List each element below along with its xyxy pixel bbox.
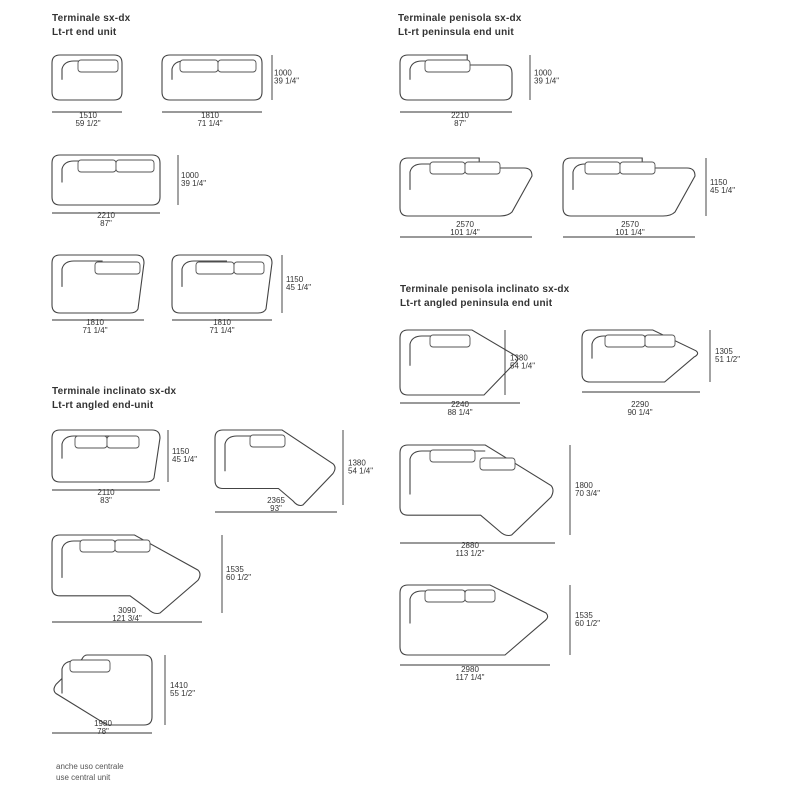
depth-inch-label: 45 1/4" (286, 283, 312, 292)
width-inch-label: 90 1/4" (627, 408, 653, 417)
width-inch-label: 78" (97, 727, 109, 736)
module-p1 (400, 55, 559, 128)
width-inch-label: 101 1/4" (615, 228, 645, 237)
width-inch-label: 59 1/2" (75, 119, 101, 128)
module-m4 (52, 255, 144, 335)
depth-mm-label: 1535 (226, 565, 244, 574)
module-a3 (52, 535, 251, 623)
seat-cushion (645, 335, 675, 347)
seat-cushion (430, 450, 475, 462)
module-a1 (52, 430, 197, 505)
module-p3 (563, 158, 735, 237)
depth-mm-label: 1380 (510, 353, 528, 363)
footnote (56, 761, 124, 783)
width-inch-label: 88 1/4" (447, 408, 473, 417)
footnote-english: use central unit (56, 773, 111, 782)
module-a2 (215, 430, 373, 513)
depth-mm-label: 1150 (286, 275, 304, 284)
module-ap1 (400, 330, 535, 417)
width-mm-label: 2210 (451, 111, 469, 120)
width-inch-label: 83" (100, 496, 112, 505)
depth-inch-label: 51 1/2" (715, 355, 741, 364)
depth-mm-label: 1380 (348, 458, 366, 468)
footnote-italian: anche uso centrale (56, 762, 124, 771)
title-english: Lt-rt end unit (52, 27, 117, 38)
seat-cushion (75, 436, 107, 448)
depth-inch-label: 39 1/4" (274, 76, 300, 86)
seat-cushion (116, 160, 154, 172)
width-mm-label: 1510 (79, 111, 97, 120)
depth-inch-label: 70 3/4" (575, 489, 601, 498)
seat-cushion (218, 60, 256, 72)
seat-cushion (585, 162, 620, 174)
depth-mm-label: 1535 (575, 611, 593, 620)
module-ap2 (582, 330, 740, 417)
module-m3 (52, 155, 206, 228)
seat-cushion (620, 162, 655, 174)
width-mm-label: 2365 (267, 496, 285, 505)
title-english: Lt-rt angled end-unit (52, 400, 154, 411)
width-inch-label: 121 3/4" (112, 614, 142, 623)
width-mm-label: 2980 (461, 665, 479, 674)
depth-mm-label: 1000 (534, 68, 552, 78)
width-mm-label: 2880 (461, 541, 479, 550)
width-inch-label: 101 1/4" (450, 228, 480, 237)
width-mm-label: 2290 (631, 400, 649, 409)
title-english: Lt-rt angled peninsula end unit (400, 298, 553, 309)
seat-cushion (180, 60, 218, 72)
width-mm-label: 2570 (621, 220, 639, 229)
width-inch-label: 71 1/4" (209, 326, 235, 335)
width-inch-label: 71 1/4" (82, 326, 108, 335)
module-m5 (172, 255, 311, 335)
depth-mm-label: 1000 (181, 171, 199, 180)
seat-cushion (80, 540, 115, 552)
depth-mm-label: 1150 (172, 447, 190, 456)
depth-inch-label: 54 1/4" (510, 361, 536, 371)
depth-mm-label: 1410 (170, 681, 188, 690)
width-mm-label: 1810 (86, 318, 104, 327)
depth-mm-label: 1305 (715, 347, 733, 356)
module-ap4 (400, 585, 600, 682)
title-italian: Terminale sx-dx (52, 13, 131, 24)
width-inch-label: 71 1/4" (197, 119, 223, 128)
seat-cushion (107, 436, 139, 448)
depth-inch-label: 60 1/2" (575, 619, 601, 628)
module-ap3 (400, 445, 600, 558)
seat-cushion (430, 335, 470, 347)
seat-cushion (196, 262, 234, 274)
depth-mm-label: 1800 (575, 481, 593, 490)
title-italian: Terminale inclinato sx-dx (52, 386, 177, 397)
width-mm-label: 2110 (97, 488, 115, 497)
width-mm-label: 2570 (456, 220, 474, 229)
seat-cushion (250, 435, 285, 447)
seat-cushion (115, 540, 150, 552)
width-inch-label: 113 1/2" (455, 549, 485, 558)
width-inch-label: 87" (454, 119, 466, 128)
seat-cushion (78, 60, 118, 72)
module-p2 (400, 158, 532, 237)
width-inch-label: 87" (100, 219, 112, 228)
depth-inch-label: 39 1/4" (181, 179, 207, 188)
seat-cushion (465, 590, 495, 602)
seat-cushion (425, 590, 465, 602)
depth-inch-label: 39 1/4" (534, 76, 560, 86)
module-m2 (162, 55, 262, 128)
depth-inch-label: 60 1/2" (226, 573, 252, 582)
depth-mm-label: 1000 (274, 68, 292, 78)
width-mm-label: 1810 (213, 318, 231, 327)
width-inch-label: 117 1/4" (455, 673, 485, 682)
seat-cushion (480, 458, 515, 470)
width-mm-label: 2210 (97, 211, 115, 220)
width-inch-label: 93" (270, 504, 282, 513)
seat-cushion (425, 60, 470, 72)
depth-inch-label: 45 1/4" (172, 455, 198, 464)
depth-inch-label: 45 1/4" (710, 186, 736, 195)
seat-cushion (95, 262, 140, 274)
seat-cushion (605, 335, 645, 347)
width-mm-label: 1980 (94, 719, 112, 728)
depth-inch-label: 55 1/2" (170, 689, 196, 698)
module-a4 (52, 655, 195, 736)
seat-cushion (70, 660, 110, 672)
title-english: Lt-rt peninsula end unit (398, 27, 514, 38)
seat-cushion (465, 162, 500, 174)
seat-cushion (234, 262, 264, 274)
seat-cushion (430, 162, 465, 174)
depth-mm-label: 1150 (710, 178, 728, 187)
seat-cushion (78, 160, 116, 172)
title-italian: Terminale penisola sx-dx (398, 13, 522, 24)
width-mm-label: 2240 (451, 400, 469, 409)
title-italian: Terminale penisola inclinato sx-dx (400, 284, 570, 295)
width-mm-label: 3090 (118, 606, 136, 615)
width-mm-label: 1810 (201, 111, 219, 120)
depth-inch-label: 54 1/4" (348, 466, 374, 476)
